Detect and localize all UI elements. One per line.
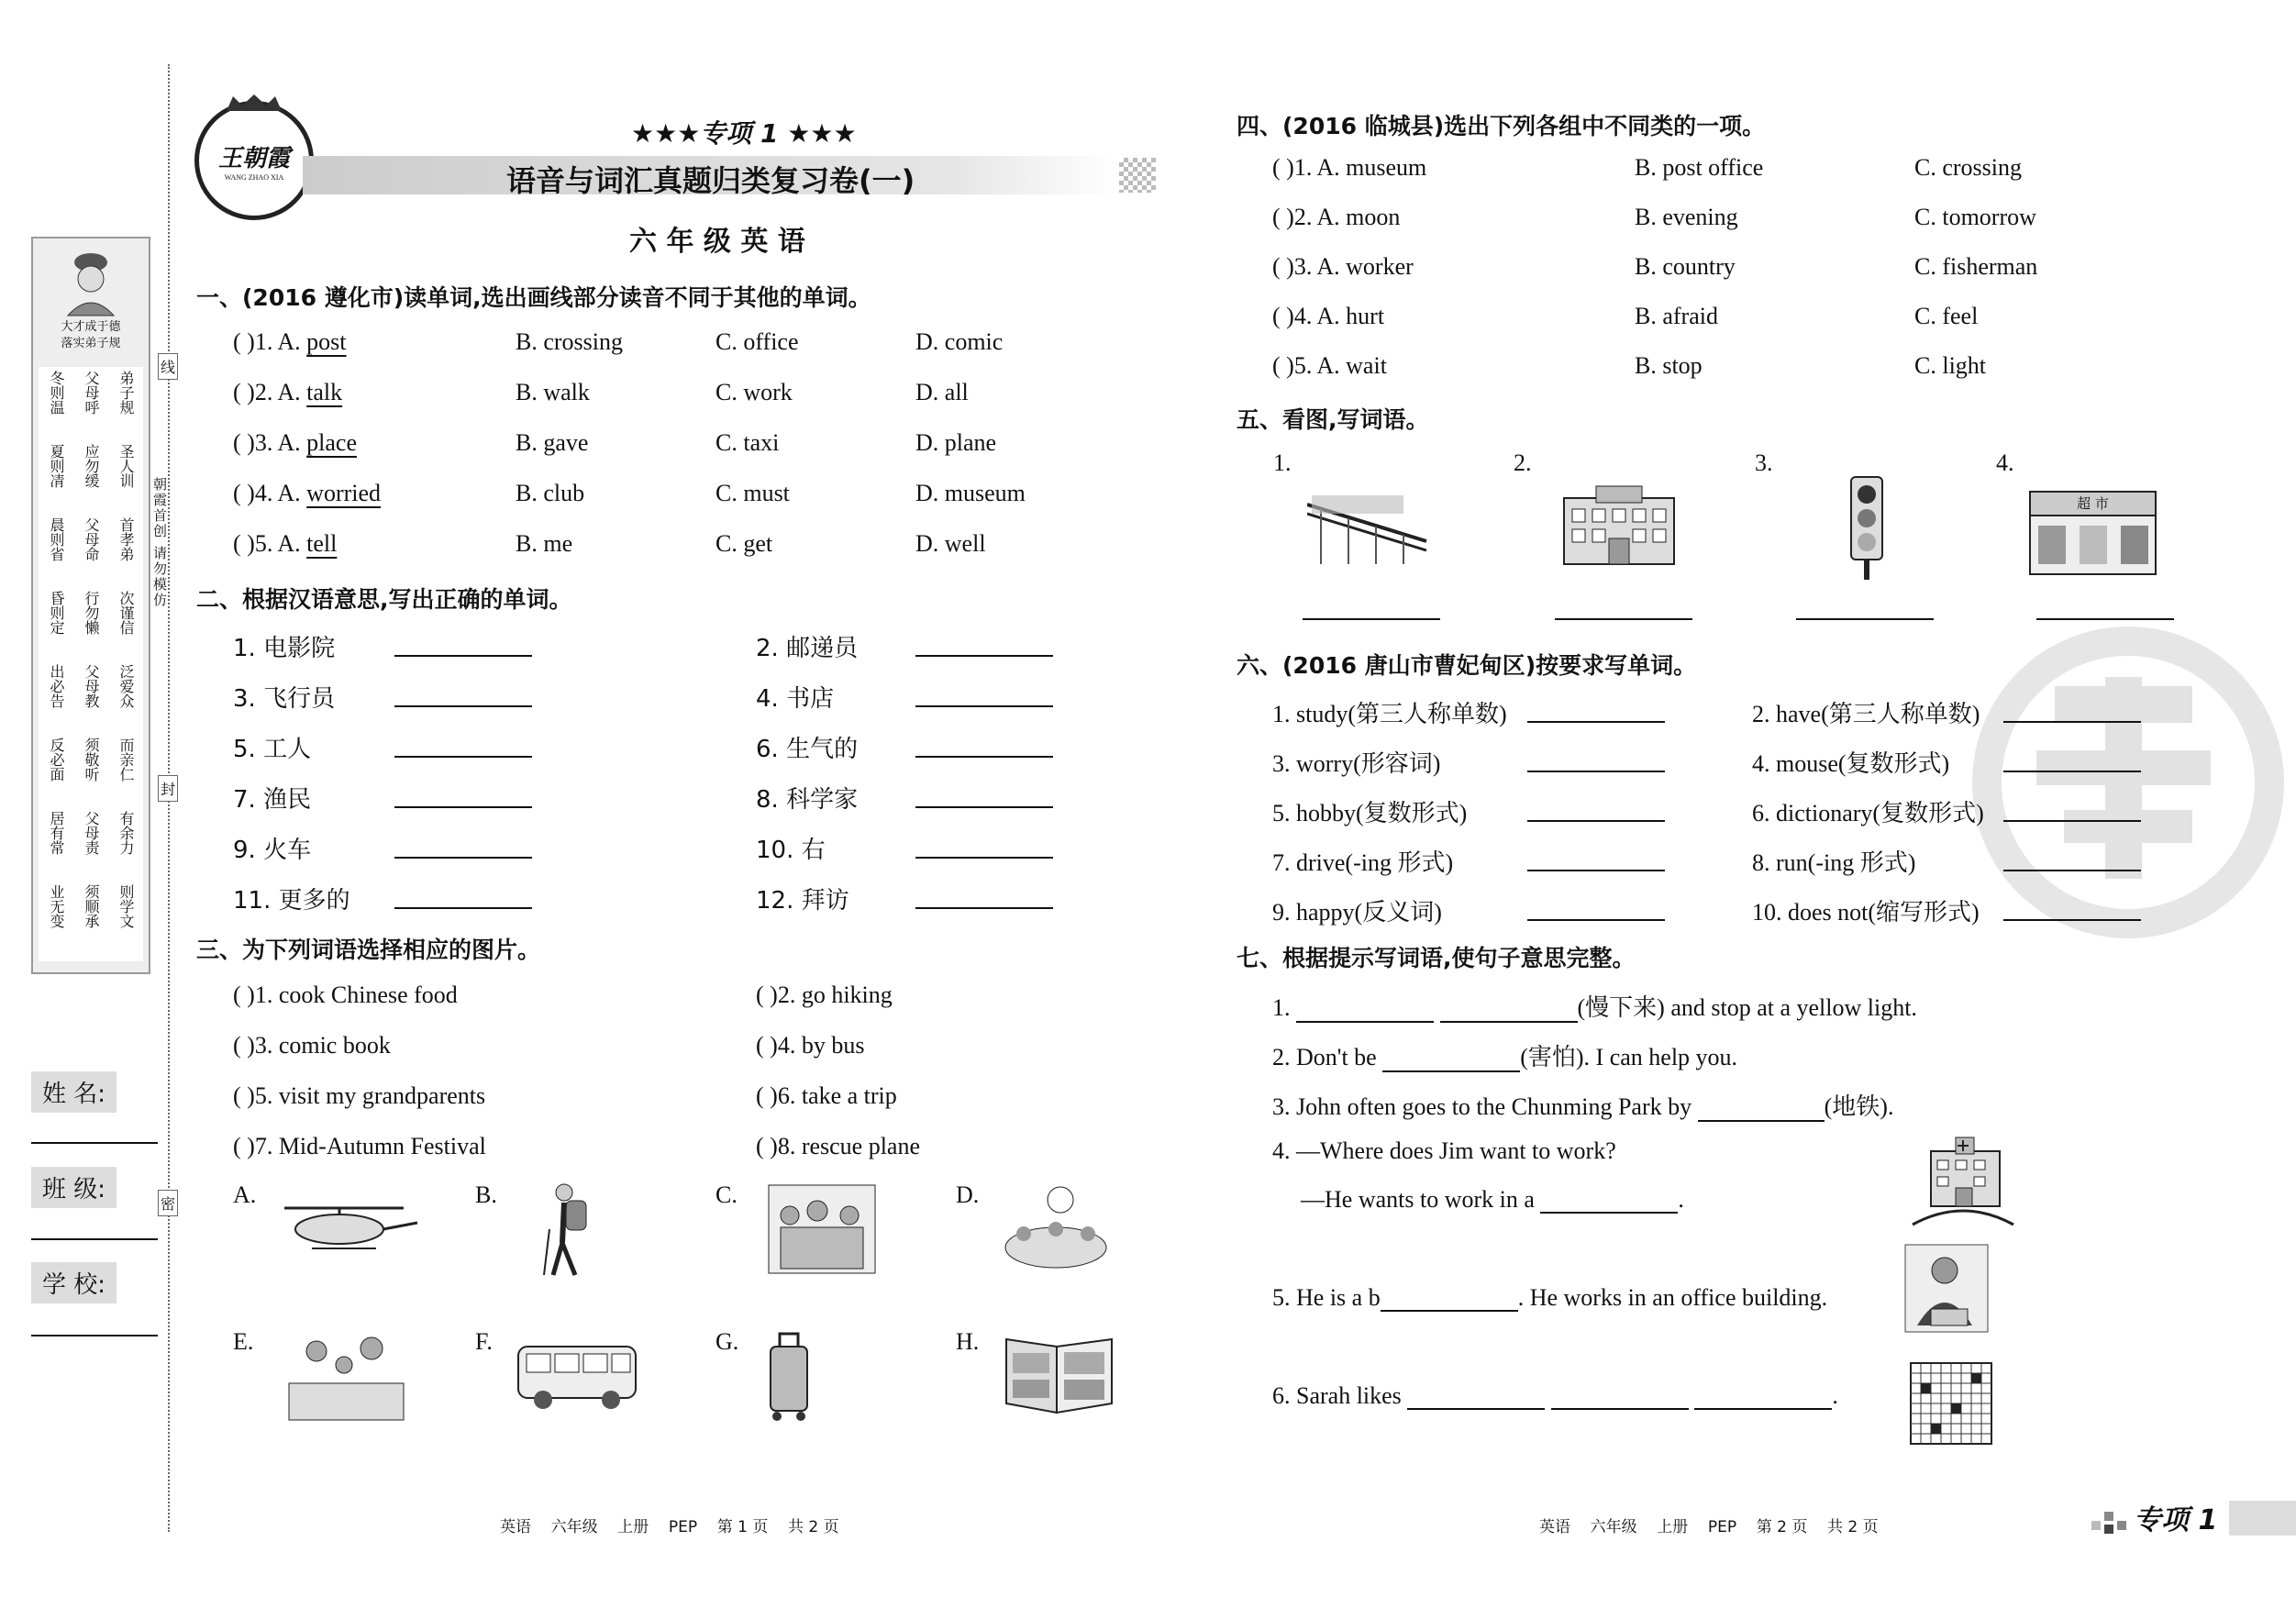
s1-row-num: ( )5. A. [233, 530, 307, 557]
s1-row-d: D. museum [915, 480, 1026, 506]
section5-heading: 五、看图,写词语。 [1237, 406, 1429, 433]
name-label: 姓 名: [31, 1071, 116, 1113]
s5-blank-4[interactable] [2036, 618, 2174, 620]
building-image [1559, 482, 1679, 569]
s7-6-prefix: 6. Sarah likes [1272, 1382, 1402, 1409]
right-footer: 英语 六年级 上册 PEP 第 2 页 共 2 页 [1539, 1518, 1879, 1536]
s3-item: ( )2. go hiking [756, 981, 893, 1008]
motto-4c: 次谨信 [117, 591, 135, 635]
s4-row-a: ( )5. A. wait [1272, 352, 1387, 379]
series-label: ★★★专项 1 ★★★ [631, 118, 857, 149]
seal-word-xian: 线 [158, 353, 178, 380]
corner-tag-squares [2091, 1508, 2126, 1534]
s7-5-suffix: . He works in an office building. [1517, 1284, 1828, 1311]
hospital-image [1908, 1133, 2018, 1229]
s7-1-hint: (慢下来) and stop at a yellow light. [1577, 994, 1917, 1021]
s1-row-a: post [306, 328, 347, 355]
s6-blank[interactable] [2003, 893, 2141, 921]
pic-letter-f: F. [475, 1328, 493, 1355]
section6-grid [1272, 695, 2190, 943]
pic-letter-b: B. [475, 1181, 497, 1208]
s2-item: 2. 邮递员 [756, 635, 859, 662]
s6-item: 6. dictionary(复数形式) [1752, 800, 1984, 826]
s7-line-5 [1272, 1284, 1827, 1312]
s1-row-a: worried [306, 480, 382, 506]
s7-line-3 [1272, 1088, 1893, 1122]
s2-blank[interactable] [394, 831, 532, 859]
s2-item: 12. 拜访 [756, 887, 849, 915]
s5-num-4: 4. [1996, 449, 2014, 476]
section7-heading: 七、根据提示写词语,使句子意思完整。 [1237, 945, 1636, 971]
motto-1b: 父母呼 [83, 371, 100, 415]
bridge-image [1307, 486, 1431, 569]
s1-row-num: ( )4. A. [233, 480, 307, 506]
comic-book-image [1002, 1330, 1116, 1417]
pic-letter-c: C. [715, 1181, 738, 1208]
motto-1c: 弟子规 [117, 371, 135, 415]
s6-item: 5. hobby(复数形式) [1272, 800, 1468, 826]
motto-3c: 首孝弟 [117, 517, 135, 561]
s7-2-blank[interactable] [1382, 1045, 1520, 1072]
s1-row-c: C. taxi [715, 429, 780, 456]
s7-5-blank[interactable] [1381, 1284, 1518, 1312]
s4-row-c: C. tomorrow [1914, 204, 2036, 230]
s7-2-hint: (害怕). I can help you. [1520, 1044, 1738, 1070]
s7-4-period: . [1678, 1186, 1684, 1213]
s6-item: 10. does not(缩写形式) [1752, 899, 1980, 926]
s3-item: ( )7. Mid-Autumn Festival [233, 1133, 486, 1159]
s6-blank[interactable] [2003, 794, 2141, 822]
s1-row-c: C. must [715, 480, 790, 506]
s6-blank[interactable] [1527, 893, 1665, 921]
helicopter-image [275, 1188, 422, 1261]
bus-image [514, 1339, 642, 1413]
s3-item: ( )4. by bus [756, 1032, 865, 1059]
s1-row-num: ( )1. A. [233, 328, 307, 355]
s7-3-hint: (地铁). [1824, 1093, 1894, 1120]
s6-blank[interactable] [1527, 695, 1665, 723]
s4-row-c: C. fisherman [1914, 253, 2038, 280]
s5-num-1: 1. [1273, 449, 1292, 476]
s1-row-d: D. comic [915, 328, 1004, 355]
corner-tag: 专项 1 [2134, 1504, 2218, 1536]
pic-letter-g: G. [715, 1328, 739, 1355]
s2-blank[interactable] [915, 680, 1053, 707]
s3-item: ( )5. visit my grandparents [233, 1082, 486, 1109]
s4-row-b: B. country [1635, 253, 1736, 280]
s1-row-a: place [306, 429, 358, 456]
s6-blank[interactable] [2003, 695, 2141, 723]
supermarket-sign: 超 市 [2031, 493, 2155, 516]
businessman-image [1903, 1243, 1991, 1335]
s4-row-b: B. post office [1635, 154, 1764, 181]
s4-row-c: C. feel [1914, 303, 1979, 329]
s2-item: 10. 右 [756, 837, 826, 864]
motto-2c: 圣人训 [117, 444, 135, 488]
s4-row-c: C. crossing [1914, 154, 2022, 181]
s4-row-a: ( )1. A. museum [1272, 154, 1427, 181]
motto-7c: 有余力 [117, 811, 135, 855]
s6-item: 2. have(第三人称单数) [1752, 701, 1980, 727]
section3-list [233, 981, 1150, 1183]
left-footer: 英语 六年级 上册 PEP 第 1 页 共 2 页 [500, 1518, 839, 1536]
s7-3-prefix: 3. John often goes to the Chunming Park by [1272, 1093, 1692, 1120]
s6-item: 3. worry(形容词) [1272, 750, 1441, 777]
s1-row-num: ( )2. A. [233, 379, 307, 405]
s1-row-d: D. well [915, 530, 986, 557]
s7-6-blank-b[interactable] [1551, 1382, 1689, 1410]
pic-letter-h: H. [956, 1328, 980, 1355]
s2-item: 5. 工人 [233, 736, 312, 763]
s7-6-blank-c[interactable] [1694, 1382, 1832, 1410]
s1-row [233, 379, 1150, 429]
s7-1-blank-a[interactable] [1296, 995, 1434, 1023]
sidebar-caption-2: 落实弟子规 [61, 337, 121, 350]
s3-item: ( )8. rescue plane [756, 1133, 921, 1159]
s2-item: 1. 电影院 [233, 635, 336, 662]
s3-item: ( )1. cook Chinese food [233, 981, 458, 1008]
crown-icon [222, 93, 286, 113]
s7-6-blank-a[interactable] [1407, 1382, 1545, 1410]
s4-row-b: B. stop [1635, 352, 1703, 379]
corner-tag-bar [2229, 1501, 2296, 1536]
s5-blank-1[interactable] [1303, 618, 1440, 620]
s5-num-3: 3. [1755, 449, 1773, 476]
s2-blank[interactable] [915, 629, 1053, 657]
crossword-image [1910, 1362, 1992, 1445]
class-field[interactable] [31, 1238, 158, 1240]
s7-1-prefix: 1. [1272, 994, 1291, 1021]
s2-item: 9. 火车 [233, 837, 312, 864]
section2-grid [233, 629, 1150, 932]
supermarket-image [2029, 491, 2157, 575]
pic-letter-e: E. [233, 1328, 254, 1355]
page-subtitle: 六 年 级 英 语 [629, 226, 805, 258]
s6-item: 8. run(-ing 形式) [1752, 849, 1916, 876]
s4-row-a: ( )2. A. moon [1272, 204, 1401, 230]
s7-5-prefix: 5. He is a b [1272, 1284, 1381, 1311]
s4-row-b: B. evening [1635, 204, 1738, 230]
s7-6-period: . [1832, 1382, 1838, 1409]
motto-1a: 冬则温 [48, 371, 65, 415]
s7-4-answer: —He wants to work in a [1301, 1186, 1535, 1213]
seal-word-mi: 密 [158, 1190, 178, 1216]
suitcase-image [766, 1332, 812, 1424]
seal-word-feng: 封 [158, 775, 178, 802]
family-on-bus-image [767, 1183, 877, 1275]
s6-blank[interactable] [2003, 844, 2141, 871]
s4-row-a: ( )3. A. worker [1272, 253, 1414, 280]
logo-text: 王朝霞 [217, 145, 290, 172]
s7-line-1 [1272, 989, 1917, 1023]
s2-blank[interactable] [394, 882, 532, 909]
s7-2-prefix: 2. Don't be [1272, 1044, 1377, 1070]
s2-blank[interactable] [394, 781, 532, 808]
binding-note-vertical: 朝霞首创 请勿模仿 [151, 477, 168, 608]
traffic-light-image [1844, 472, 1890, 582]
s2-blank[interactable] [394, 730, 532, 758]
motto-5a: 出必告 [48, 664, 65, 708]
s1-row [233, 530, 1150, 581]
title-banner-checker [1119, 158, 1156, 193]
school-label: 学 校: [31, 1262, 116, 1303]
s6-item: 1. study(第三人称单数) [1272, 701, 1507, 727]
s1-row-d: D. plane [915, 429, 997, 456]
motto-5b: 父母教 [83, 664, 100, 708]
motto-7b: 父母责 [83, 811, 100, 855]
s7-4-question: 4. —Where does Jim want to work? [1272, 1137, 1616, 1164]
s1-row [233, 480, 1150, 530]
s2-item: 8. 科学家 [756, 786, 859, 814]
s1-row-b: B. me [516, 530, 573, 557]
s7-line-2 [1272, 1038, 1737, 1072]
s2-item: 7. 渔民 [233, 786, 312, 814]
s1-row-b: B. walk [516, 379, 590, 405]
page-title: 语音与词汇真题归类复习卷(一) [506, 163, 915, 198]
cooking-family-image [280, 1328, 413, 1429]
s1-row-c: C. work [715, 379, 793, 405]
s1-row-b: B. crossing [516, 328, 623, 355]
motto-6b: 须敬听 [83, 738, 100, 782]
motto-4b: 行勿懒 [83, 591, 100, 635]
s3-item: ( )3. comic book [233, 1032, 391, 1059]
s1-row-num: ( )3. A. [233, 429, 307, 456]
sidebar-motto-panel [31, 237, 150, 974]
s1-row-a: tell [306, 530, 338, 557]
motto-8a: 业无变 [48, 884, 65, 928]
motto-3a: 晨则省 [48, 517, 65, 561]
s6-blank[interactable] [1527, 844, 1665, 871]
s6-blank[interactable] [2003, 745, 2141, 772]
s2-blank[interactable] [915, 781, 1053, 808]
section3-heading: 三、为下列词语选择相应的图片。 [196, 937, 541, 963]
motto-2a: 夏则凊 [48, 444, 65, 488]
section4-list [1272, 154, 2098, 402]
s1-row-c: C. office [715, 328, 799, 355]
s6-item: 9. happy(反义词) [1272, 899, 1442, 926]
motto-2b: 应勿缓 [83, 444, 100, 488]
logo-subtext: WANG ZHAO XIA [224, 173, 284, 182]
s2-item: 11. 更多的 [233, 887, 350, 915]
s4-row-b: B. afraid [1635, 303, 1718, 329]
s7-3-blank[interactable] [1698, 1094, 1825, 1122]
motto-6c: 而亲仁 [117, 738, 135, 782]
section2-heading: 二、根据汉语意思,写出正确的单词。 [196, 586, 572, 613]
s7-line-6 [1272, 1382, 1838, 1410]
motto-7a: 居有常 [48, 811, 65, 855]
section4-heading: 四、(2016 临城县)选出下列各组中不同类的一项。 [1237, 113, 1766, 139]
s6-blank[interactable] [1527, 745, 1665, 772]
s6-item: 4. mouse(复数形式) [1752, 750, 1950, 777]
s2-blank[interactable] [394, 680, 532, 707]
school-field[interactable] [31, 1335, 158, 1336]
brand-logo [194, 101, 314, 220]
s5-num-2: 2. [1514, 449, 1532, 476]
motto-6a: 反必面 [48, 738, 65, 782]
s2-item: 4. 书店 [756, 685, 835, 713]
s2-blank[interactable] [915, 831, 1053, 859]
s4-row-c: C. light [1914, 352, 1987, 379]
sidebar-motto-text [39, 367, 143, 961]
s7-4-blank[interactable] [1540, 1186, 1678, 1214]
scholar-figure-icon [36, 244, 146, 317]
festival-picnic-image [996, 1183, 1115, 1275]
s2-blank[interactable] [915, 882, 1053, 909]
s2-item: 3. 飞行员 [233, 685, 336, 713]
s5-blank-2[interactable] [1555, 618, 1692, 620]
motto-5c: 泛爱众 [117, 664, 135, 708]
s2-item: 6. 生气的 [756, 736, 859, 763]
s1-row-c: C. get [715, 530, 773, 557]
s2-blank[interactable] [394, 629, 532, 657]
class-label: 班 级: [31, 1167, 116, 1208]
motto-8b: 须顺承 [83, 884, 100, 928]
section1-list [233, 328, 1150, 581]
s7-1-blank-b[interactable] [1440, 995, 1578, 1023]
s1-row-b: B. gave [516, 429, 589, 456]
s2-blank[interactable] [915, 730, 1053, 758]
hiker-image [537, 1179, 601, 1280]
s7-line-4 [1301, 1186, 1684, 1214]
sidebar-caption-1: 大才成于德 [61, 320, 121, 334]
s6-blank[interactable] [1527, 794, 1665, 822]
pic-letter-a: A. [233, 1181, 257, 1208]
s6-item: 7. drive(-ing 形式) [1272, 849, 1454, 876]
s3-item: ( )6. take a trip [756, 1082, 897, 1109]
motto-4a: 昏则定 [48, 591, 65, 635]
s4-row-a: ( )4. A. hurt [1272, 303, 1385, 329]
s1-row-d: D. all [915, 379, 969, 405]
s1-row-a: talk [306, 379, 343, 405]
section6-heading: 六、(2016 唐山市曹妃甸区)按要求写单词。 [1237, 652, 1697, 679]
s1-row [233, 429, 1150, 480]
name-field[interactable] [31, 1142, 158, 1144]
s5-blank-3[interactable] [1796, 618, 1934, 620]
motto-8c: 则学文 [117, 884, 135, 928]
pic-letter-d: D. [956, 1181, 980, 1208]
s1-row-b: B. club [516, 480, 585, 506]
motto-3b: 父母命 [83, 517, 100, 561]
section1-heading: 一、(2016 遵化市)读单词,选出画线部分读音不同于其他的单词。 [196, 284, 871, 311]
s1-row [233, 328, 1150, 379]
